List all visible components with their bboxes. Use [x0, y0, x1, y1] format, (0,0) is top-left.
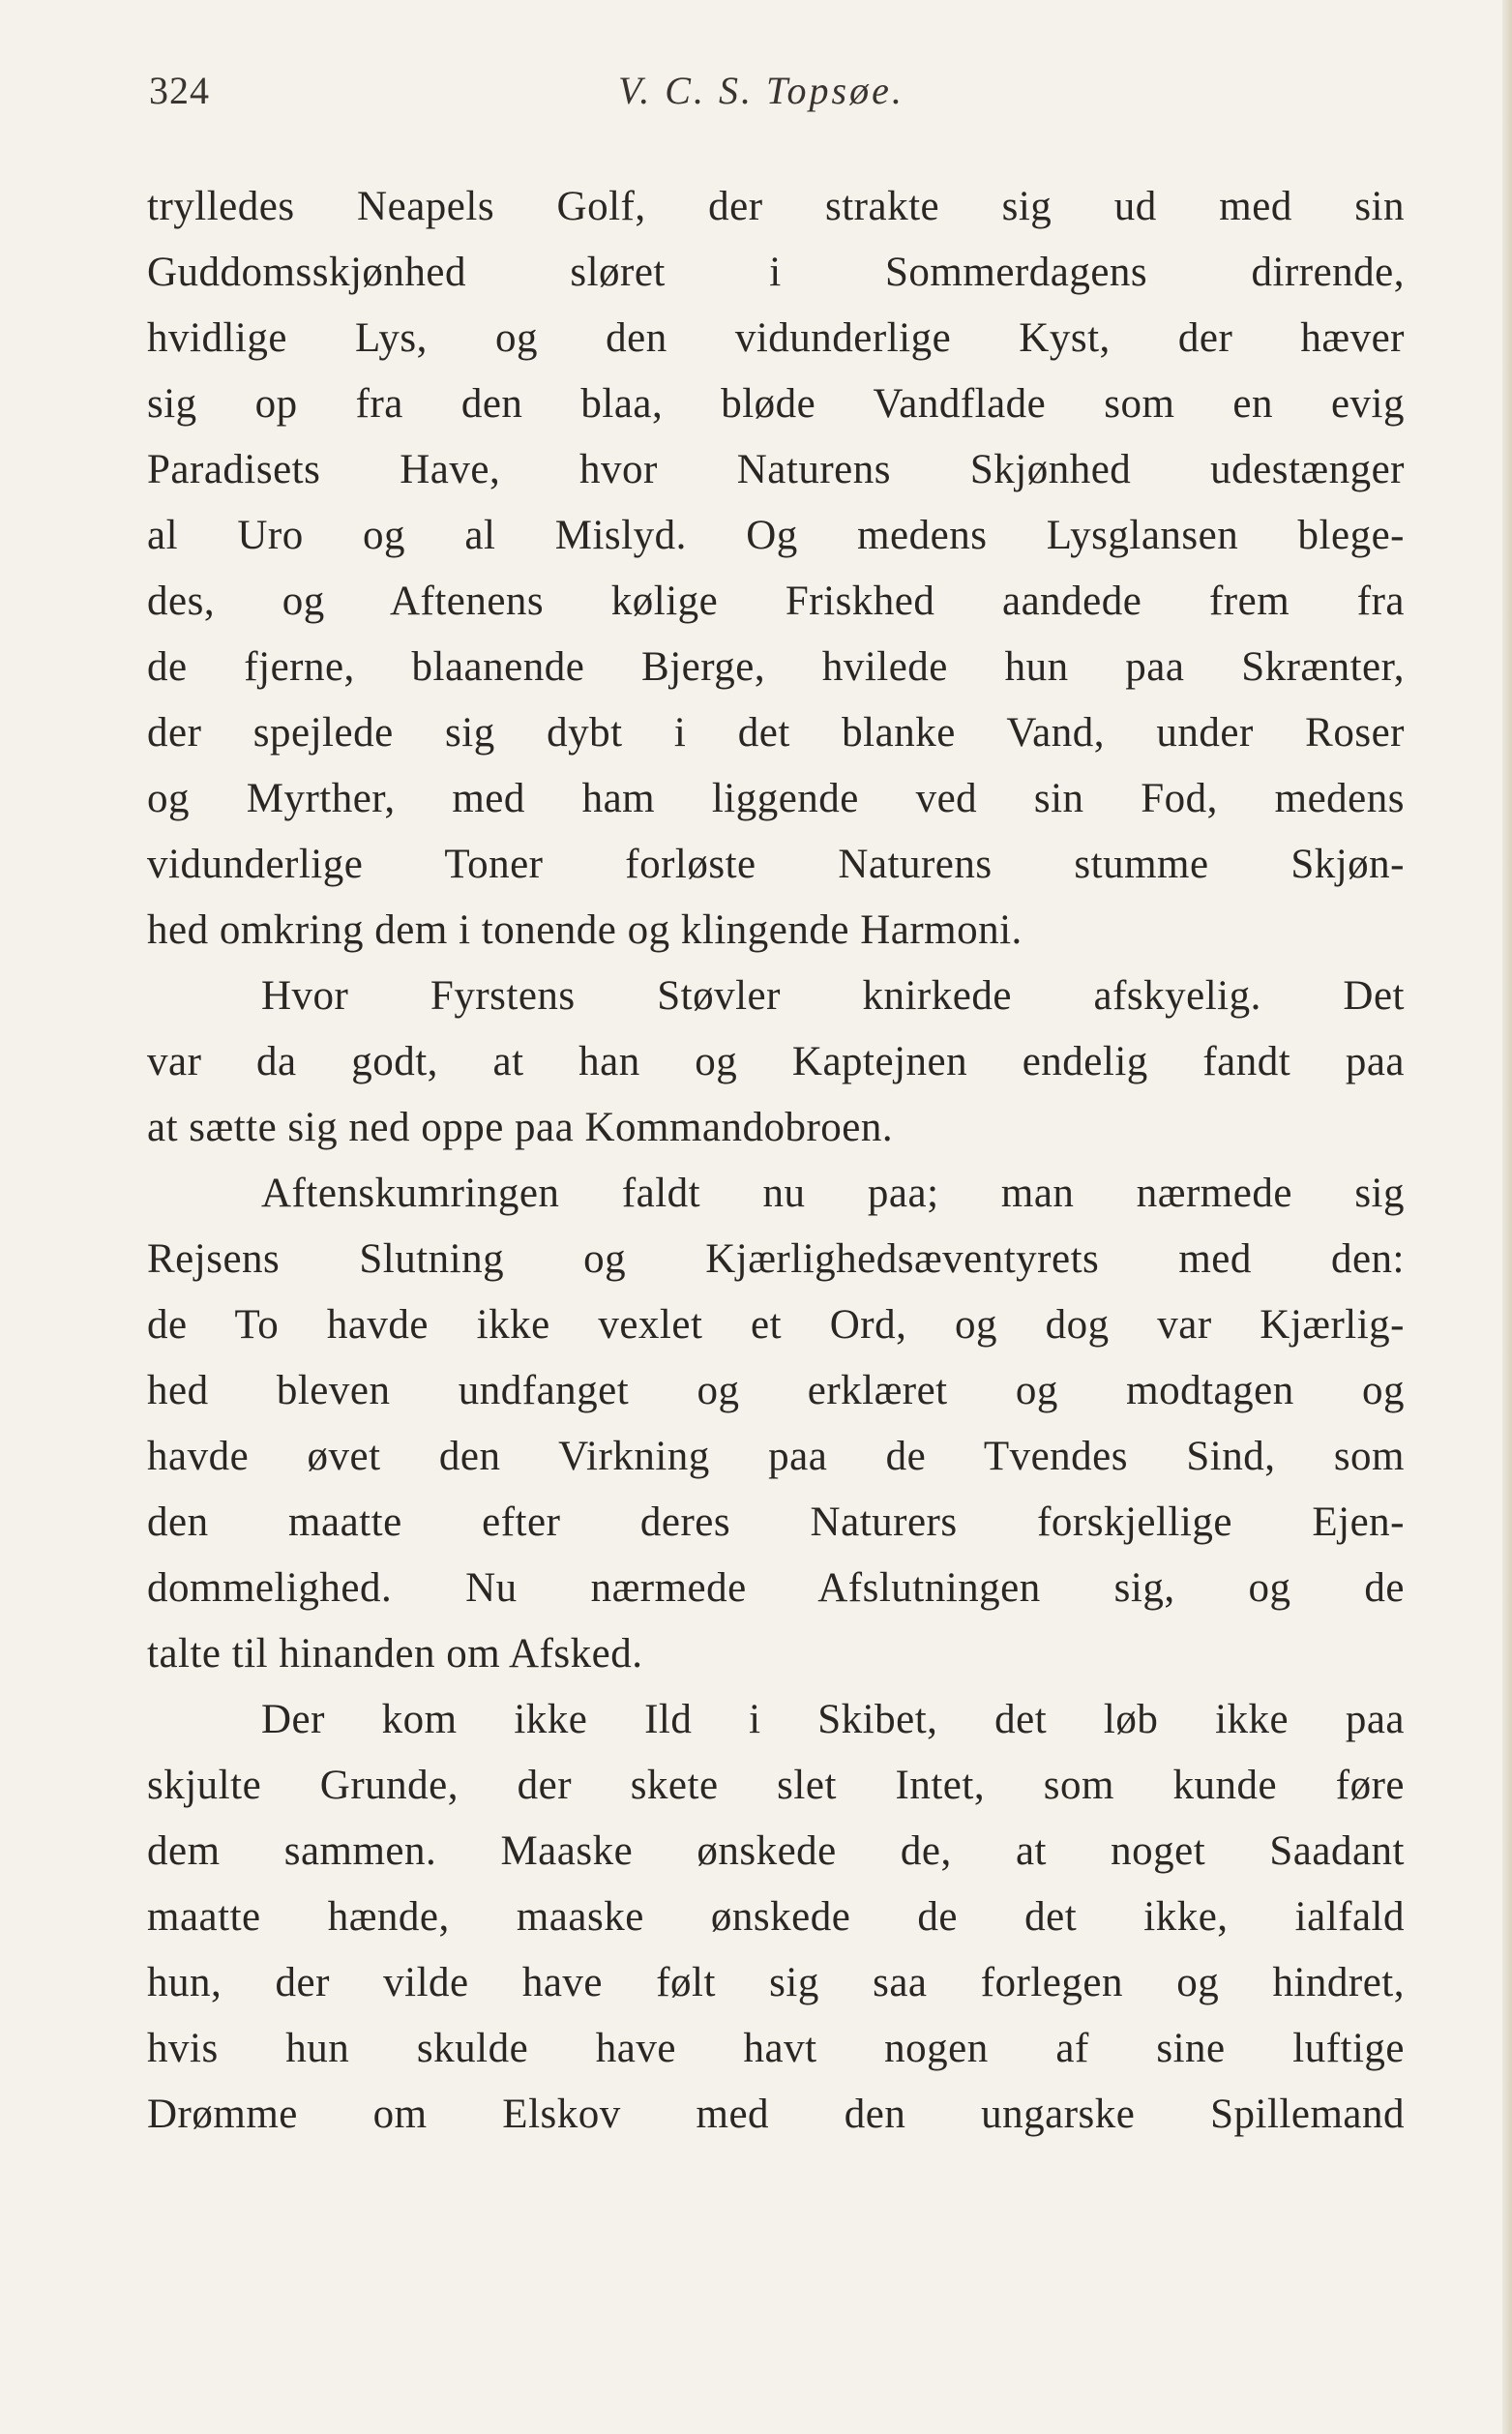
text-line: des, og Aftenens kølige Friskhed aandede frem fra [147, 579, 1405, 624]
text-line: hvidlige Lys, og den vidunderlige Kyst, der hæver [147, 315, 1405, 361]
text-line: Aftenskumringen faldt nu paa; man nærmede sig [261, 1171, 1405, 1216]
text-line: havde øvet den Virkning paa de Tvendes Sind, som [147, 1434, 1405, 1479]
text-line: dem sammen. Maaske ønskede de, at noget Saadant [147, 1828, 1405, 1874]
text-line: trylledes Neapels Golf, der strakte sig ud med sin [147, 184, 1405, 229]
text-line: sig op fra den blaa, bløde Vandflade som en evig [147, 381, 1405, 427]
text-line: hun, der vilde have følt sig saa forlegen og hindret, [147, 1960, 1405, 2005]
text-line: dommelighed. Nu nærmede Afslutningen sig, og de [147, 1565, 1405, 1611]
text-line: de To havde ikke vexlet et Ord, og dog var Kjærlig- [147, 1302, 1405, 1348]
text-line: Paradisets Have, hvor Naturens Skjønhed udestænger [147, 447, 1405, 492]
page-number: 324 [149, 69, 210, 112]
text-line: vidunderlige Toner forløste Naturens stumme Skjøn- [147, 842, 1405, 887]
text-line: maatte hænde, maaske ønskede de det ikke, ialfald [147, 1894, 1405, 1940]
text-line: den maatte efter deres Naturers forskjellige Ejen- [147, 1499, 1405, 1545]
page-edge [1502, 0, 1512, 2434]
text-line: de fjerne, blaanende Bjerge, hvilede hun paa Skrænter, [147, 644, 1405, 690]
running-head [147, 68, 1405, 116]
text-line: skjulte Grunde, der skete slet Intet, som kunde føre [147, 1763, 1405, 1808]
text-line: al Uro og al Mislyd. Og medens Lysglansen blege- [147, 513, 1405, 558]
text-line: at sætte sig ned oppe paa Kommandobroen. [147, 1105, 894, 1150]
body-text [147, 174, 1405, 2148]
text-line: Rejsens Slutning og Kjærlighedsæventyrets med den: [147, 1236, 1405, 1282]
text-line: der spejlede sig dybt i det blanke Vand, under Roser [147, 710, 1405, 756]
text-line: var da godt, at han og Kaptejnen endelig fandt paa [147, 1039, 1405, 1084]
text-line: hed omkring dem i tonende og klingende Harmoni. [147, 907, 1023, 953]
text-line: hed bleven undfanget og erklæret og modtagen og [147, 1368, 1405, 1413]
text-line: hvis hun skulde have havt nogen af sine luftige [147, 2026, 1405, 2071]
text-line: Guddomsskjønhed sløret i Sommerdagens dirrende, [147, 250, 1405, 295]
text-line: talte til hinanden om Afsked. [147, 1631, 643, 1677]
text-line: Drømme om Elskov med den ungarske Spillemand [147, 2092, 1405, 2137]
running-title: V. C. S. Topsøe. [618, 69, 904, 112]
text-line: og Myrther, med ham liggende ved sin Fod, medens [147, 776, 1405, 821]
text-line: Hvor Fyrstens Støvler knirkede afskyelig. Det [261, 973, 1405, 1019]
text-line: Der kom ikke Ild i Skibet, det løb ikke paa [261, 1697, 1405, 1742]
